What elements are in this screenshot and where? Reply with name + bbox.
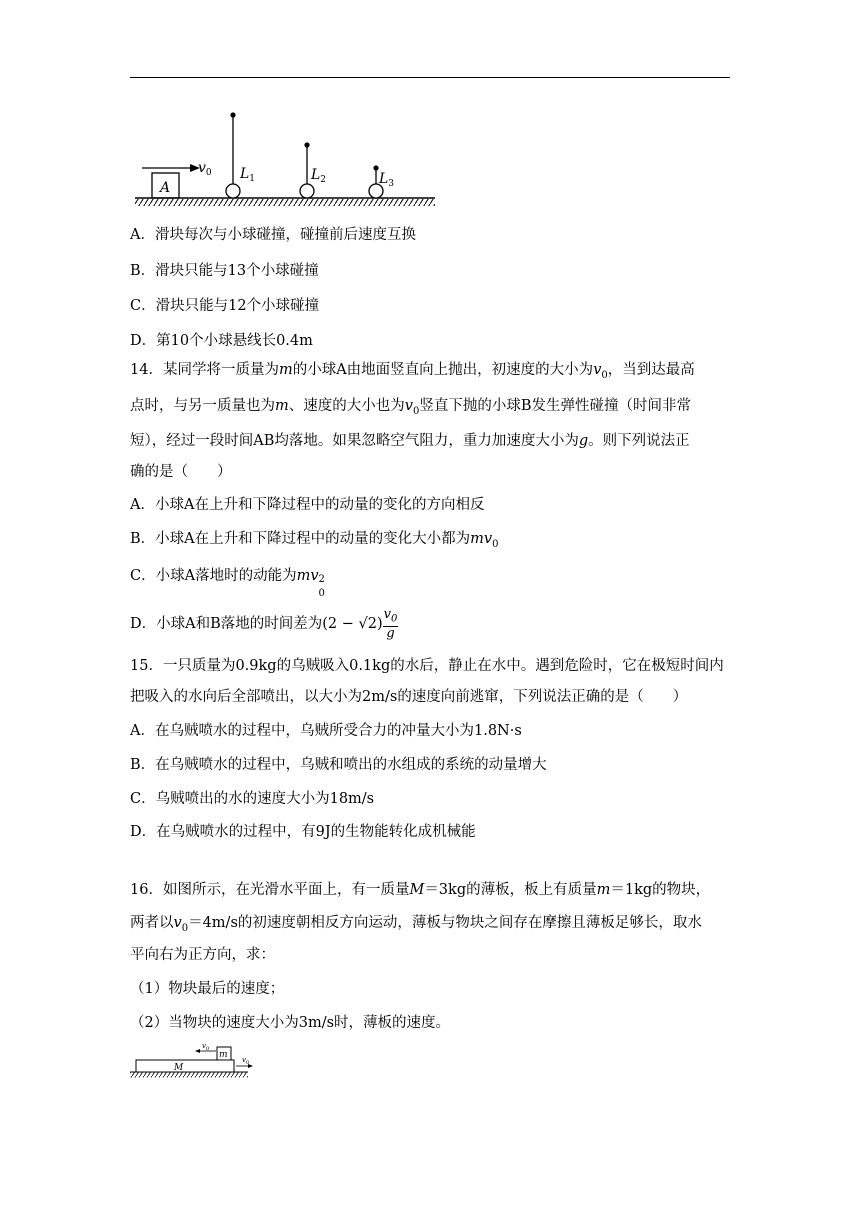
q14-stem-line3: 短），经过一段时间AB均落地。如果忽略空气阻力，重力加速度大小为g。则下列说法正	[130, 433, 690, 449]
q13-option-d: D．第10个小球悬线长0.4m	[130, 333, 313, 349]
ball-2	[300, 184, 314, 198]
q14-option-a: A．小球A在上升和下降过程中的动量的变化的方向相反	[130, 497, 485, 513]
svg-text:v0: $v_0$	[202, 1042, 210, 1052]
l3-label: $L_3$	[379, 171, 395, 189]
q14-stem-line1: 14．某同学将一质量为m的小球A由地面竖直向上抛出，初速度的大小为$v_0$，当到达最高	[130, 362, 695, 381]
q15-stem-line2: 把吸入的水向后全部喷出，以大小为2m/s的速度向前逃窜，下列说法正确的是（ ）	[130, 689, 688, 705]
q16-stem-line2: 两者以$v_0=4m/s$的初速度朝相反方向运动，薄板与物块之间存在摩擦且薄板足够长，取水	[130, 915, 702, 934]
plank-figure	[128, 1040, 268, 1082]
q16-sub-1: （1）物块最后的速度；	[130, 981, 285, 997]
v0-label: $v_0$	[198, 160, 212, 178]
q14-stem-line4: 确的是（ ）	[130, 464, 232, 480]
q14-stem-line2: 点时，与另一质量也为m、速度的大小也为$v_0$竖直下抛的小球B发生弹性碰撞（时间非常	[130, 398, 691, 417]
q14-option-c: C．小球A落地时的动能为mv 2 0	[130, 568, 325, 599]
q13-option-c: C．滑块只能与12个小球碰撞	[130, 298, 320, 314]
q13-option-b: B．滑块只能与13个小球碰撞	[130, 263, 319, 279]
plank-m	[136, 1060, 234, 1072]
q14-option-d: D．小球A和B落地的时间差为(2 − √2) $\frac{v_0}{g}$	[130, 607, 398, 641]
svg-text:v0: $v_0$	[242, 1056, 250, 1066]
svg-text:M: M	[174, 1063, 184, 1073]
q16-sub-2: （2）当物块的速度大小为3m/s时，薄板的速度。	[130, 1015, 451, 1031]
block-a-label: A	[160, 180, 171, 196]
l1-label: $L_1$	[240, 166, 256, 184]
q15-stem-line1: 15．一只质量为0.9kg的乌贼吸入0.1kg的水后，静止在水中。遇到危险时，它在极短时间内	[130, 658, 724, 674]
q16-stem-line3: 平向右为正方向，求：	[130, 947, 275, 963]
q15-option-c: C．乌贼喷出的水的速度大小为18m/s	[130, 791, 375, 807]
l2-label: $L_2$	[311, 167, 327, 185]
pendulum-figure	[130, 100, 450, 210]
q15-option-a: A．在乌贼喷水的过程中，乌贼所受合力的冲量大小为1.8N·s	[130, 723, 522, 739]
q16-stem-line1: 16．如图所示，在光滑水平面上，有一质量M＝3kg的薄板，板上有质量m＝1kg的物块，	[130, 882, 711, 898]
q13-option-a: A．滑块每次与小球碰撞，碰撞前后速度互换	[130, 227, 416, 243]
svg-text:m: m	[219, 1050, 228, 1060]
ball-1	[226, 184, 240, 198]
q15-option-b: B．在乌贼喷水的过程中，乌贼和喷出的水组成的系统的动量增大	[130, 757, 547, 773]
header-rule	[130, 77, 730, 78]
q15-option-d: D．在乌贼喷水的过程中，有9J的生物能转化成机械能	[130, 824, 476, 840]
q14-option-b: B．小球A在上升和下降过程中的动量的变化大小都为$mv_0$	[130, 531, 499, 550]
